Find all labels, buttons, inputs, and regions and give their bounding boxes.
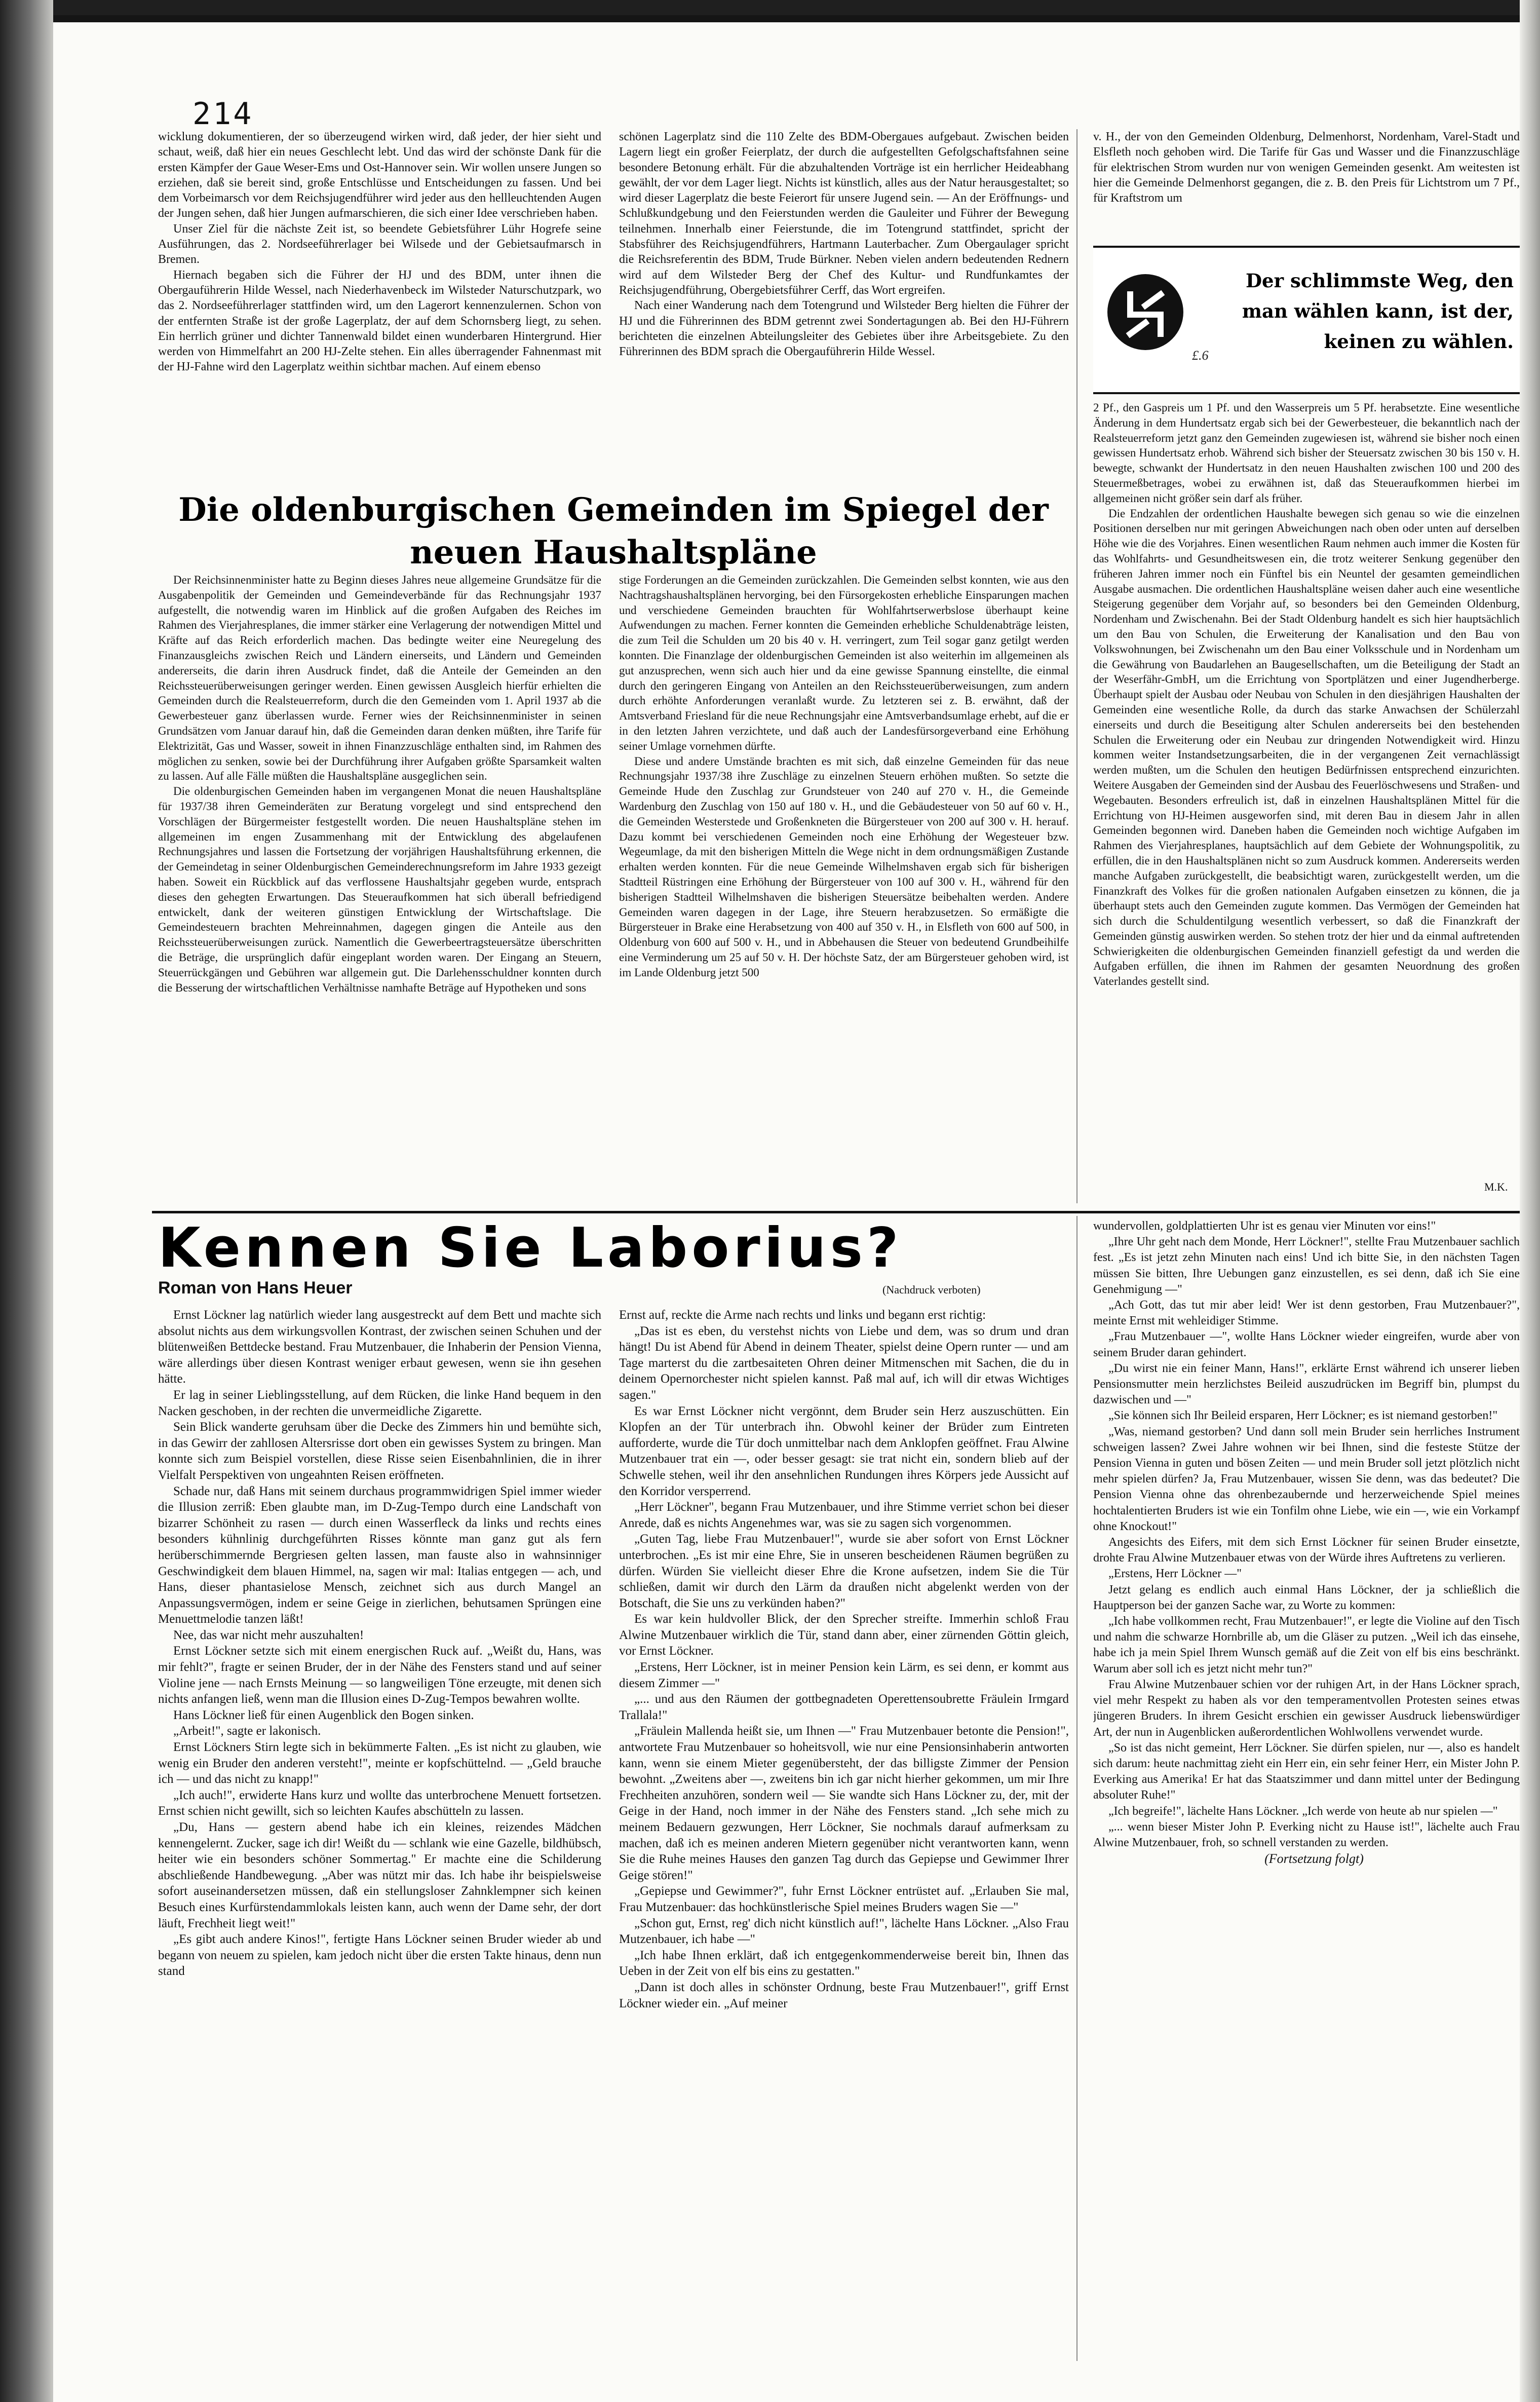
top-rule — [53, 15, 1520, 22]
paragraph: Sein Blick wanderte geruhsam über die Decke des Zimmers hin und bemühte sich, in das Gewirr der zahllosen Altersrisse dort oben ein gewisses System zu bringen. Man konnte sich zum Beispiel vorstellen, diese Risse seien Eisenbahnlinien, die in ihrer Vielfalt Perspektiven von ungeahnten Reisen eröffneten. — [158, 1420, 601, 1482]
page-number: 214 — [192, 96, 254, 132]
paragraph: Es war Ernst Löckner nicht vergönnt, dem Bruder sein Herz auszuschütten. Ein Klopfen an der Tür unterbrach ihn. Obwohl keiner der Brüder zum Eintreten aufforderte, wurde die Tür doch unmittelbar nach dem Anklopfen geöffnet. Frau Alwine Mutzenbauer trat ein —, oder besser gesagt: sie trat nicht ein, sondern blieb auf der Schwelle stehen, weil ihr den ansehnlichen Rundungen ihres Körpers jede Aussicht auf den Korridor versperrend. — [619, 1404, 1069, 1498]
paragraph: Es war kein huldvoller Blick, der den Sprecher streifte. Immerhin schloß Frau Alwine Mutzenbauer wirklich die Tür, stand dann aber, einer zürnenden Göttin gleich, vor Ernst Löckner. — [619, 1612, 1069, 1658]
paragraph: Nee, das war nicht mehr auszuhalten! — [173, 1628, 364, 1642]
continued-note: (Fortsetzung folgt) — [1264, 1851, 1364, 1866]
paragraph: „Erstens, Herr Löckner —" — [1108, 1567, 1242, 1581]
paragraph: „Guten Tag, liebe Frau Mutzenbauer!", wurde sie aber sofort von Ernst Löckner unterbrochen. „Es ist mir eine Ehre, Sie in unseren bescheidenen Räumen begrüßen zu dürfen. Würden Sie vielleicht dieser Ehre die Krone aufsetzen, indem Sie die Tür schließen, damit wir durch den Lärm da draußen nicht abgelenkt werden von der Botschaft, die Sie uns zu verkünden haben?" — [619, 1532, 1069, 1610]
novel-header — [158, 1218, 1069, 1303]
paragraph: Ernst auf, reckte die Arme nach rechts und links und begann erst richtig: — [619, 1308, 986, 1322]
paragraph: Jetzt gelang es endlich auch einmal Hans Löckner, der ja schließlich die Hauptperson bei der ganzen Sache war, zu Worte zu kommen: — [1093, 1583, 1520, 1612]
paragraph: „Es gibt auch andere Kinos!", fertigte Hans Löckner seinen Bruder wieder ab und begann von neuem zu spielen, kam jedoch nicht über die ersten Takte hinaus, denn nun stand — [158, 1932, 601, 1978]
paragraph: Ernst Löckner setzte sich mit einem energischen Ruck auf. „Weißt du, Hans, was mir fehlt?", fragte er seinen Bruder, der in der Nähe des Fensters stand und auf seiner Violine jene — nach Ernsts Meinung — so langweiligen Töne erzeugte, mit denen sich nichts anfangen ließ, wenn man die Illusion eines D-Zug-Tempos bewahren wollte. — [158, 1644, 601, 1706]
oldenburg-col-b — [619, 573, 1069, 1198]
scan-right-edge — [1520, 0, 1540, 2402]
paragraph: „Frau Mutzenbauer —", wollte Hans Löckner wieder eingreifen, wurde aber von seinem Bruder daran gehindert. — [1093, 1330, 1520, 1359]
paragraph: „Erstens, Herr Löckner, ist in meiner Pension kein Lärm, es sei denn, er kommt aus diesem Zimmer —" — [619, 1660, 1069, 1690]
paragraph: „... und aus den Räumen der gottbegnadeten Operettensoubrette Fräulein Irmgard Trallala!" — [619, 1692, 1069, 1722]
column-rule — [1076, 129, 1077, 1203]
section-rule — [152, 1211, 1520, 1213]
paragraph: 2 Pf., den Gaspreis um 1 Pf. und den Wasserpreis um 5 Pf. herabsetzte. Eine wesentliche Änderung in dem Hundertsatz ergab sich bei der Gewerbesteuer, die bekanntlich nach der Realsteuerreform jetzt ganz den Gemeinden zugewiesen ist, während sie bisher noch einen gewissen Hundertsatz erhob. Während sich bisher der Steuersatz zwischen 30 bis 150 v. H. bewegte, schwankt der Hundertsatz in den neuen Haushalten zwischen 100 und 200 des Steuermeßbetrages, wobei zu erwähnen ist, daß das Steueraufkommen hierbei im allgemeinen nicht größer sein darf als früher. — [1093, 401, 1520, 505]
novel-col-a — [158, 1307, 601, 2356]
hj-report-col-a — [158, 129, 601, 479]
rune-emblem-icon — [1107, 274, 1183, 350]
paragraph: Er lag in seiner Lieblingsstellung, auf dem Rücken, die linke Hand bequem in den Nacken geschoben, in der rechten die unvermeidliche Zigarette. — [158, 1388, 601, 1418]
ad-box — [1093, 246, 1520, 394]
paragraph: Diese und andere Umstände brachten es mit sich, daß einzelne Gemeinden für das neue Rechnungsjahr 1937/38 ihre Zuschläge zu einzelnen Steuern erhöhen mußten. So setzte die Gemeinde Hude den Zuschlag zur Grundsteuer von 240 auf 270 v. H., die Gemeinde Wardenburg den Zuschlag von 150 auf 180 v. H., und die Gebäudesteuer von 50 auf 60 v. H., die Gemeinden Westerstede und Großenkneten die Bürgersteuer von 200 auf 300 v. H. herauf. Dazu kommt bei verschiedenen Gemeinden noch eine Erhöhung der Wegesteuer bzw. Wegeumlage, da mit den bisherigen Mitteln die Wege nicht in dem ordnungsmäßigen Zustande erhalten werden konnten. Für die neue Gemeinde Wilhelmshaven ergab sich für bisherigen Stadtteil Rüstringen eine Erhöhung der Bürgersteuer von 100 auf 300 v. H., während für den bisherigen Stadtteil Wilhelmshaven die bisherigen Steuersätze beibehalten werden. Andere Gemeinden waren dagegen in der Lage, ihre Steuern herabzusetzen. So ermäßigte die Bürgersteuer in Brake eine Herabsetzung von 400 auf 350 v. H., in Elsfleth von 600 auf 500, in Oldenburg von 600 auf 500 v. H., und in Abbehausen die Steuer von bedeutend Grundbeihilfe eine Verminderung um 25 auf 50 v. H. Der höchste Satz, der am Bürgersteuer gehoben wird, ist im Lande Oldenburg jetzt 500 — [619, 754, 1069, 979]
novel-subtitle: Roman von Hans Heuer — [158, 1278, 353, 1298]
paragraph: Ernst Löckner lag natürlich wieder lang ausgestreckt auf dem Bett und machte sich absolut nichts aus dem wirkungsvollen Kontrast, der zwischen seinen Schuhen und der blütenweißen Bettdecke bestand. Frau Mutzenbauer, die Inhaberin der Pension Vienna, wäre allerdings über diesen Kontrast weniger erbaut gewesen, wenn sie ihn gesehen hätte. — [158, 1308, 601, 1386]
article-signature: M.K. — [1484, 1180, 1508, 1193]
paragraph: wundervollen, goldplattierten Uhr ist es genau vier Minuten vor eins!" — [1093, 1219, 1436, 1233]
paragraph: wicklung dokumentieren, der so überzeugend wirken wird, daß jeder, der hier sieht und schaut, weiß, daß hier ein neues Geschlecht lebt. Und das wird der schönste Dank für die ersten Kämpfer der Gaue Weser-Ems und Ost-Hannover sein. Wir wollen unsere Jungen so erziehen, daß sie bereit sind, große Entschlüsse und Entscheidungen zu fassen. Und bei dem Vorbeimarsch vor dem Reichsjugendführer wird jeder aus den hellleuchtenden Augen der Jungen sehen, daß hier Jungen aufmarschieren, die sich einer Idee verschrieben haben. — [158, 130, 601, 220]
paragraph: „Ich auch!", erwiderte Hans kurz und wollte das unterbrochene Menuett fortsetzen. Ernst schien nicht gewillt, sich so leichten Kaufes abschütteln zu lassen. — [158, 1788, 601, 1818]
column-rule — [1076, 1216, 1077, 2361]
paragraph: „Gepiepse und Gewimmer?", fuhr Ernst Löckner entrüstet auf. „Erlauben Sie mal, Frau Mutzenbauer: das hochkünstlerische Spiel meines Bruders wagen Sie —" — [619, 1884, 1069, 1914]
paragraph: v. H., der von den Gemeinden Oldenburg, Delmenhorst, Nordenham, Varel-Stadt und Elsfleth noch gehoben wird. Die Tarife für Gas und Wasser und die Finanzzuschläge für elektrischen Strom wurden nur von wenigen Gemeinden gesenkt. Am weitesten ist hier die Gemeinde Delmenhorst gegangen, die z. B. den Preis für Lichtstrom um 7 Pf., für Kraftstrom um — [1093, 130, 1520, 205]
paragraph: „Sie können sich Ihr Beileid ersparen, Herr Löckner; es ist niemand gestorben!" — [1108, 1409, 1498, 1423]
paragraph: „Das ist es eben, du verstehst nichts von Liebe und dem, was so drum und dran hängt! Du ist Abend für Abend in deinem Theater, spielst deine Opern runter — und am Tage marterst du die zartbesaiteten Ohren deiner Mitmenschen mit Sachen, die du in deinem Opernorchester nicht spielen kannst. Paß mal auf, ich will dir etwas Wichtiges sagen." — [619, 1324, 1069, 1402]
paragraph: Nach einer Wanderung nach dem Totengrund und Wilsteder Berg hielten die Führer der HJ und die Führerinnen des BDM getrennt zwei Sondertagungen ab. Bei den HJ-Führern berichteten die einzelnen Abteilungsleiter des Gebietes über ihre Arbeitsgebiete. Zu den Führerinnen des BDM sprach die Obergauführerin Hilde Wessel. — [619, 299, 1069, 359]
paragraph: „Herr Löckner", begann Frau Mutzenbauer, und ihre Stimme verriet schon bei dieser Anrede, daß es nichts Angenehmes war, was sie zu sagen sich vorgenommen. — [619, 1500, 1069, 1530]
paragraph: Die Endzahlen der ordentlichen Haushalte bewegen sich genau so wie die einzelnen Positionen derselben nur mit geringen Abweichungen nach oben oder unten auf derselben Höhe wie die des Vorjahres. Einen wesentlichen Raum nehmen auch immer die Kosten für das Wohlfahrts- und Gesundheitswesen ein, die trotz weiterer Senkung gegenüber den früheren Jahren immer noch ein Fünftel bis ein Neuntel der gesamten gemeindlichen Ausgabe ausmachen. Die ordentlichen Haushaltspläne weisen daher auch eine wesentliche Steigerung gegenüber dem Vorjahr auf, so besonders bei den Gemeinden Oldenburg, Nordenham und Zwischenahn. Bei der Stadt Oldenburg handelt es sich hier hauptsächlich um den Bau von Schulen, die Erweiterung der Kanalisation und den Bau von Volkswohnungen, bei Zwischenahn um den Bau einer Volksschule und in Nordenham um die Gewährung von Baudarlehen an Baugesellschaften, um die Beteiligung der Stadt an der Weserfähr-GmbH, um die Errichtung von Sportplätzen und einer Jugendherberge. Überhaupt spielt der Ausbau oder Neubau von Schulen in den diesjährigen Haushalten der Gemeinden eine wesentliche Rolle, da durch das starke Anwachsen der Schülerzahl einerseits und durch die Beseitigung alter Schulen andererseits bei den bestehenden Schulen die Erweiterung oder ein Neubau zur dringenden Notwendigkeit wird. Hinzu kommen weiter Instandsetzungsarbeiten, die in der vergangenen Zeit vernachlässigt werden mußten, um die Schulen den heutigen Bedürfnissen entsprechend einzurichten. Weitere Ausgaben der Gemeinden sind der Ausbau des Feuerlöschwesens und Straßen- und Wegebauten. Besonders erfreulich ist, daß in einzelnen Haushaltsplänen Mittel für die Errichtung von HJ-Heimen ausgeworfen sind, mit deren Bau in diesem Jahr in allen Gemeinden begonnen wird. Daneben haben die Gemeinden noch wichtige Aufgaben im Rahmen des Vierjahresplanes, hauptsächlich auf dem Gebiete der Wohnungspolitik, zu erfüllen, die in den Haushaltsplänen nicht so zum Ausdruck kommen. Andererseits werden manche Aufgaben zurückgestellt, die beabsichtigt waren, zurückgestellt werden, um die Finanzkraft des Volkes für die großen nationalen Aufgaben einsetzen zu können, die ja überhaupt stets auch den Gemeinden zugute kommen. Das Vermögen der Gemeinden hat sich durch die Schuldentilgung wesentlich verbessert, so daß die Finanzkraft der Gemeinden günstig auswirken werden. So stehen trotz der hier und da einmal auftretenden Schwierigkeiten die oldenburgischen Gemeinden finanziell gefestigt da und werden die Aufgaben erfüllen, die ihnen im Rahmen der gesamten Neuordnung des großen Vaterlandes gestellt sind. — [1093, 507, 1520, 988]
paragraph: schönen Lagerplatz sind die 110 Zelte des BDM-Obergaues aufgebaut. Zwischen beiden Lagern liegt ein großer Feierplatz, der durch die aufgestellten Gefolgschaftsfahnen seine besondere Betonung erhält. Für die abzuhaltenden Vorträge ist ein herrlicher Heideabhang gewählt, der vor dem Lager liegt. Nichts ist künstlich, alles aus der Natur herausgestaltet; so wird dieser Lagerplatz die beste Feierort für unsere Jugend sein. — An der Eröffnungs- und Schlußkundgebung und den Feierstunden werden die Gauleiter und Führer der Bewegung teilnehmen. Innerhalb einer Feierstunde, die im Totengrund stattfindet, spricht der Stabsführer des Reichsjugendführers, Hartmann Lauterbacher. Zum Obergaulager spricht die Reichsreferentin des BDM, Trude Bürkner. Neben vielen andern bedeutenden Rednern wird auf dem Wilsteder Berg der Chef des Kultur- und Rundfunkamtes der Reichsjugendführung, Obergebietsführer Cerff, das Wort ergreifen. — [619, 130, 1069, 297]
paragraph: „Ich habe vollkommen recht, Frau Mutzenbauer!", er legte die Violine auf den Tisch und nahm die schwarze Hornbrille ab, um die Gläser zu putzen. „Weil ich das einsehe, habe ich ja mein Spiel Ihrem Wunsch gemäß auf die Zeit von elf bis eins beschränkt. Warum aber soll ich es jetzt nicht mehr tun?" — [1093, 1615, 1520, 1675]
hj-report-col-b — [619, 129, 1069, 484]
paragraph: „So ist das nicht gemeint, Herr Löckner. Sie dürfen spielen, nur —, also es handelt sich darum: heute nachmittag zieht ein Herr ein, ein sehr feiner Herr, ein Mister John P. Everking aus Amerika! Er hat das Staatszimmer und dann mittel unter der Bedingung absoluter Ruhe!" — [1093, 1741, 1520, 1802]
paragraph: „Du wirst nie ein feiner Mann, Hans!", erklärte Ernst während ich unserer lieben Pensionsmutter mein herzlichstes Beileid auszudrücken im Begriff bin, plumpst du dazwischen und —" — [1093, 1361, 1520, 1407]
paragraph: Schade nur, daß Hans mit seinem durchaus programmwidrigen Spiel immer wieder die Illusion zerriß: Eben glaubte man, im D-Zug-Tempo durch eine Landschaft von bizarrer Schönheit zu rasen — durch einen Wasserfleck da links und rechts eines besonders kühnlinig durchgeführten Risses könnte man ganz gut als fern herüberschimmernde Bergriesen gelten lassen, man fauste also in wahnsinniger Geschwindigkeit dem blauen Himmel, na, sagen wir mal: Italias entgegen — ach, und Hans, dieser phantasielose Mensch, zeichnet sich aus durch Mangel an Anpassungsvermögen, indem er seine Geige in zierlichen, behutsamen Sprüngen eine Menuettmelodie tanzen läßt! — [158, 1484, 601, 1626]
paragraph: Frau Alwine Mutzenbauer schien vor der ruhigen Art, in der Hans Löckner sprach, viel mehr Respekt zu haben als vor den temperamentvollen Protesten seines etwas jüngeren Bruders. In ihrem Gesicht erschien ein gewisser Ausdruck liebenswürdiger Art, der nun in Augenblicken außerordentlichen Wohlwollens verwendet wurde. — [1093, 1677, 1520, 1739]
paragraph: „Ach Gott, das tut mir aber leid! Wer ist denn gestorben, Frau Mutzenbauer?", meinte Ernst mit wehleidiger Stimme. — [1093, 1299, 1520, 1328]
paragraph: „Ich begreife!", lächelte Hans Löckner. „Ich werde von heute ab nur spielen —" — [1108, 1804, 1498, 1818]
paragraph: Ernst Löckners Stirn legte sich in bekümmerte Falten. „Es ist nicht zu glauben, wie wenig ein Bruder den anderen versteht!", meinte er kopfschüttelnd. — „Geld brauche ich — und das nicht zu knapp!" — [158, 1740, 601, 1786]
paragraph: Unser Ziel für die nächste Zeit ist, so beendete Gebietsführer Lühr Hogrefe seine Ausführungen, das 2. Nordseeführerlager bei Wilsede und der Gebietsaufmarsch in Bremen. — [158, 222, 601, 266]
oldenburg-col-c — [1093, 400, 1520, 1183]
paragraph: „... wenn bieser Mister John P. Everking nicht zu Hause ist!", lächelte auch Frau Alwine Mutzenbauer, froh, so schnell verstanden zu werden. — [1093, 1820, 1520, 1849]
ad-mark: £.6 — [1192, 348, 1209, 363]
oldenburg-headline: Die oldenburgischen Gemeinden im Spiegel der neuen Haushaltspläne — [178, 491, 1049, 571]
scan-left-edge — [0, 0, 53, 2402]
ad-slogan: Der schlimmste Weg, den man wählen kann, ist der, keinen zu wählen. — [1242, 270, 1514, 353]
paragraph: „Ich habe Ihnen erklärt, daß ich entgegenkommenderweise bereit bin, Ihnen das Ueben in der Zeit von elf bis eins zu gestatten." — [619, 1948, 1069, 1978]
novel-title: Kennen Sie Laborius? — [158, 1216, 903, 1280]
paragraph: „Arbeit!", sagte er lakonisch. — [173, 1724, 321, 1738]
paragraph: „Ihre Uhr geht nach dem Monde, Herr Löckner!", stellte Frau Mutzenbauer sachlich fest. „Es ist jetzt zehn Minuten nach eins! Und ich bitte Sie, in den nächsten Tagen müssen Sie bitten, Ihre Uebungen ganz einzustellen, es sei denn, daß ich Sie eine Genehmigung —" — [1093, 1235, 1520, 1296]
novel-col-c — [1093, 1218, 1520, 2356]
paragraph: Angesichts des Eifers, mit dem sich Ernst Löckner für seinen Bruder einsetzte, drohte Frau Alwine Mutzenbauer etwas von der Würde ihres Auftretens zu verlieren. — [1093, 1536, 1520, 1565]
paragraph: Die oldenburgischen Gemeinden haben im vergangenen Monat die neuen Haushaltspläne für 1937/38 ihren Gemeinderäten zur Beratung vorgelegt und sind entsprechend den Vorschlägen der Bürgermeister festgestellt worden. Die neuen Haushaltspläne stehen im allgemeinen im engen Zusammenhang mit der Entwicklung des abgelaufenen Rechnungsjahres und lassen die Fortsetzung der vorjährigen Haushaltsführung erkennen, die der Gemeindetag in seiner Oldenburgischen Gemeinderechnungsreform im Jahre 1933 gezeigt haben. Soweit ein Rückblick auf das verflossene Haushaltsjahr gegeben wurde, entsprach dieses den gehegten Erwartungen. Das Steueraufkommen hat sich überall befriedigend entwickelt, dank der weiteren günstigen Entwicklung der Wirtschaftslage. Die Gemeindesteuern brachten Mehreinnahmen, dagegen gingen die Anteile aus den Reichssteuerüberweisungen zurück. Namentlich die Gewerbeertragsteuersätze überschritten die Beträge, die ursprünglich dafür eingeplant worden waren. Der Eingang an Steuern, Steuerrückgängen und Gebühren war allgemein gut. Die Darlehensschuldner konnten durch die Besserung der wirtschaftlichen Verhältnisse namhafte Beträge auf Hypotheken und sons — [158, 785, 601, 994]
paragraph: „Schon gut, Ernst, reg' dich nicht künstlich auf!", lächelte Hans Löckner. „Also Frau Mutzenbauer, ich habe —" — [619, 1916, 1069, 1947]
finance-col-c-top — [1093, 129, 1520, 238]
paragraph: „Dann ist doch alles in schönster Ordnung, beste Frau Mutzenbauer!", griff Ernst Löckner wieder ein. „Auf meiner — [619, 1980, 1069, 2010]
paragraph: Hiernach begaben sich die Führer der HJ und des BDM, unter ihnen die Obergauführerin Hilde Wessel, nach Niederhavenbeck im Wilsteder Naturschutzpark, wo das 2. Nordseeführerlager stattfinden wird, um den Lagerort kennenzulernen. Schon von der entfernten Straße ist der große Lagerplatz, der auf dem Schornsberg liegt, zu sehen. Ein herrlich grüner und dichter Tannenwald bildet einen wunderbaren Hintergrund. Hier werden von Himmelfahrt an 200 HJ-Zelte stehen. Ein alles überragender Fahnenmast mit der HJ-Fahne wird den Lagerplatz weithin sichtbar machen. Auf einem ebenso — [158, 268, 601, 374]
oldenburg-col-a — [158, 573, 601, 1198]
paragraph: „Fräulein Mallenda heißt sie, um Ihnen —" Frau Mutzenbauer betonte die Pension!", antwortete Frau Mutzenbauer so hoheitsvoll, wie nur eine Pensionsinhaberin antworten kann, wenn sie einem Mieter gegenübersteht, der das billigste Zimmer der Pension bewohnt. „Zweitens aber —, zweitens bin ich gar nicht hierher gekommen, um mir Ihre Frechheiten anzuhören, sondern weil — Sie wandte sich Hans Löckner zu, der, mit der Geige in der Hand, noch immer in der Nähe des Fensters stand. „Ich sehe mich zu meinem Bedauern gezwungen, Herr Löckner, Sie nochmals darauf aufmerksam zu machen, daß ich es meinen anderen Mietern gegenüber nicht verantworten kann, wenn Sie die Ruhe meines Hauses den ganzen Tag durch das Gepiepse und Gewimmer Ihrer Geige stören!" — [619, 1724, 1069, 1882]
novel-col-b — [619, 1307, 1069, 2356]
paragraph: Der Reichsinnenminister hatte zu Beginn dieses Jahres neue allgemeine Grundsätze für die Ausgabenpolitik der Gemeinden und Gemeindeverbände für das Rechnungsjahr 1937 aufgestellt, die notwendig waren im Hinblick auf die großen Aufgaben des Reiches im Rahmen des Vierjahresplanes, die immer stärker eine Verlagerung der notwendigen Mittel und Kräfte auf das Reich erforderlich machen. Das bedingte weiter eine Neuregelung des Finanzausgleichs zwischen Reich und Ländern einerseits, und Ländern und Gemeinden andererseits, die darin ihren Ausdruck findet, daß die Anteile der Gemeinden an den Reichssteuerüberweisungen geringer werden. Einen gewissen Ausgleich hierfür erhielten die Gemeinden durch die Realsteuerreform, durch die den Gemeinden vom 1. April 1937 ab die Gewerbesteuer ganz überlassen wurde. Ferner wies der Reichsinnenminister in seinen Grundsätzen vom Januar darauf hin, daß die Gemeinden daran denken müßten, ihre Tarife für Elektrizität, Gas und Wasser, soweit in ihnen Finanzzuschläge enthalten sind, im Rahmen des möglichen zu senken, sowie bei der Durchführung ihrer Aufgaben größte Sparsamkeit walten zu lassen. Auf alle Fälle müßten die Haushaltspläne ausgeglichen sein. — [158, 574, 601, 783]
paragraph: „Was, niemand gestorben? Und dann soll mein Bruder sein herrliches Instrument schweigen lassen? Zwei Jahre wohnen wir bei Ihnen, sind die festeste Stütze der Pension Vienna in guten und bösen Zeiten — und mein Bruder soll jetzt plötzlich nicht mehr spielen dürfen? Ja, Frau Mutzenbauer, wissen Sie denn, was das bedeutet? Die Pension Vienna ohne das ohrenbezaubernde und herzerweichende Spiel meines hochtalentierten Bruders ist wie ein Tonfilm ohne Liebe, wie ein —, wie ein Vorkampf ohne Knockout!" — [1093, 1425, 1520, 1533]
scan-top-edge — [0, 0, 1540, 15]
paragraph: Hans Löckner ließ für einen Augenblick den Bogen sinken. — [173, 1708, 474, 1722]
paragraph: stige Forderungen an die Gemeinden zurückzahlen. Die Gemeinden selbst konnten, wie aus den Nachtragshaushaltsplänen hervorging, bei den Fürsorgekosten erhebliche Einsparungen machen und verschiedene Gemeinden brauchten für Wohlfahrtserwerbslose überhaupt keine Aufwendungen zu machen. Ferner konnten die Gemeinden erhebliche Schuldenabträge leisten, die zum Teil die Schulden um 20 bis 40 v. H. verringert, zum Teil sogar ganz getilgt werden konnten. Die Finanzlage der oldenburgischen Gemeinden ist also weiterhin im allgemeinen als gut anzusprechen, wenn sich auch hier und da eine gewisse Spannung einstellte, die einmal durch den geringeren Eingang von Anteilen an den Reichssteuerüberweisungen, zum andern durch erhöhte Anforderungen veranlaßt wurde. Zu letzteren sei z. B. erwähnt, daß der Amtsverband Friesland für die neue Rechnungsjahr eine Amtsverbandsumlage erhebt, auf die er in den letzten Jahren verzichtete, und daß auch der Landesfürsorgeverband eine Erhöhung seiner Umlage vornehmen dürfte. — [619, 574, 1069, 752]
copyright-note: (Nachdruck verboten) — [882, 1283, 981, 1296]
paragraph: „Du, Hans — gestern abend habe ich ein kleines, reizendes Mädchen kennengelernt. Zucker, sage ich dir! Weißt du — schlank wie eine Gazelle, bildhübsch, heiter wie ein besonders schöner Sommertag." Er machte eine die Schilderung abschließende Handbewegung. „Aber was nützt mir das. Ich habe ihr beispielsweise sofort auseinandersetzen müssen, daß ein stellungsloser Zahnklempner sich keinen Besuch eines Kurfürstendammlokals leisten kann, auch wenn der Dame sehr, der dort läuft, Frechheit liegt weit!" — [158, 1820, 601, 1930]
